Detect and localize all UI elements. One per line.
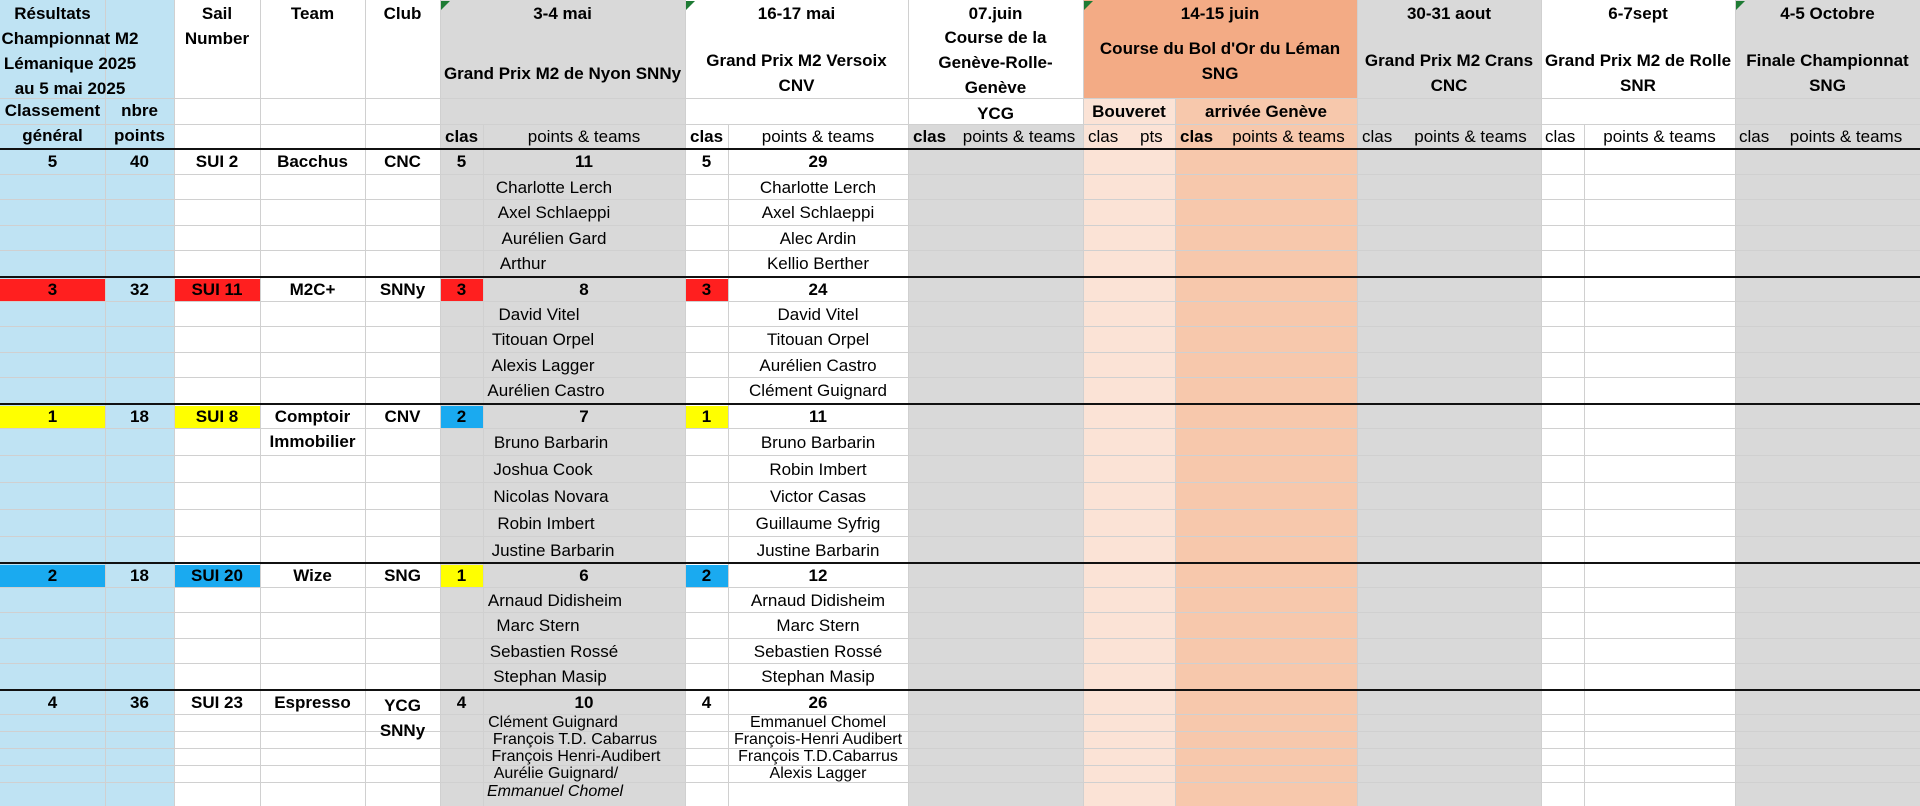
versoix-crew: David Vitel (777, 305, 859, 324)
sail-label-1: Sail (201, 4, 233, 23)
genrolle-name-1: Course de la (944, 28, 1047, 47)
nyon-crew: Robin Imbert (497, 514, 595, 533)
group-separator (0, 276, 1920, 278)
versoix-crew: François T.D.Cabarrus (738, 748, 898, 765)
title-line-1: Résultats (14, 4, 91, 23)
team-points: 40 (130, 152, 149, 171)
versoix-crew: Guillaume Syfrig (755, 514, 881, 533)
group-separator (0, 148, 1920, 150)
versoix-crew: Alec Ardin (779, 229, 857, 248)
versoix-clas: 1 (701, 407, 712, 426)
team-club: CNC (384, 152, 421, 171)
versoix-clas-label: clas (690, 127, 724, 146)
team-name: Espresso (274, 693, 351, 712)
nyon-points-label: points & teams (527, 127, 641, 146)
team-sail: SUI 2 (195, 152, 239, 171)
team-rank: 2 (47, 566, 58, 585)
nyon-crew: Titouan Orpel (491, 330, 595, 349)
versoix-points-label: points & teams (761, 127, 875, 146)
crans-clas-label: clas (1362, 127, 1393, 146)
general-label: général (22, 126, 83, 145)
nyon-crew: Marc Stern (496, 616, 580, 635)
versoix-crew: Arnaud Didisheim (750, 591, 886, 610)
genrolle-panel (908, 124, 1083, 806)
versoix-clas: 4 (701, 693, 712, 712)
team-points: 18 (130, 566, 149, 585)
nyon-crew: Alexis Lagger (491, 356, 595, 375)
crans-name-2: CNC (1430, 76, 1468, 95)
nyon-name: Grand Prix M2 de Nyon SNNy (443, 64, 682, 83)
bolor-bouveret-label: Bouveret (1092, 102, 1166, 121)
title-line-4: au 5 mai 2025 (14, 79, 126, 98)
nyon-crew: Aurélie Guignard/ (493, 765, 619, 782)
group-separator (0, 689, 1920, 691)
nyon-crew: Charlotte Lerch (495, 178, 613, 197)
title-line-2: Championnat M2 (1, 29, 139, 48)
versoix-crew: Kellio Berther (766, 254, 870, 273)
genrolle-points-label: points & teams (962, 127, 1076, 146)
finale-date: 4-5 Octobre (1780, 4, 1875, 23)
nyon-clas: 1 (456, 566, 467, 585)
nyon-crew: François Henri-Audibert (491, 748, 661, 765)
versoix-pts: 26 (808, 693, 828, 712)
versoix-clas: 2 (701, 566, 712, 585)
team-points: 18 (130, 407, 149, 426)
rolle-points-label: points & teams (1603, 127, 1716, 146)
versoix-crew: Emmanuel Chomel (749, 714, 887, 731)
team-club-1: YCG (384, 696, 421, 715)
nyon-crew: Joshua Cook (493, 460, 593, 479)
versoix-crew: Titouan Orpel (766, 330, 870, 349)
nyon-crew: Arnaud Didisheim (487, 591, 623, 610)
genrolle-clas-label: clas (913, 127, 947, 146)
nyon-clas: 5 (456, 152, 467, 171)
nyon-crew: Arthur (499, 254, 547, 273)
team-rank: 3 (47, 280, 58, 299)
club-label: Club (383, 4, 422, 23)
versoix-name-1: Grand Prix M2 Versoix (706, 51, 887, 70)
team-points: 32 (130, 280, 149, 299)
bolor-clas-c-label: clas (1180, 127, 1214, 146)
crans-name-1: Grand Prix M2 Crans (1364, 51, 1534, 70)
rolle-name-2: SNR (1620, 76, 1656, 95)
versoix-pts: 24 (808, 280, 828, 299)
genrolle-name-2: Genève-Rolle- (938, 53, 1053, 72)
versoix-crew: Stephan Masip (761, 667, 875, 686)
nyon-clas: 3 (456, 280, 467, 299)
versoix-crew: Marc Stern (776, 616, 860, 635)
versoix-crew: Alexis Lagger (769, 765, 867, 782)
nyon-crew: Aurélien Gard (501, 229, 607, 248)
bolor-clas-a-label: clas (1088, 127, 1119, 146)
versoix-crew: Clément Guignard (749, 381, 887, 400)
bolor-geneve-label: arrivée Genève (1205, 102, 1327, 121)
sail-label-2: Number (184, 29, 250, 48)
nyon-crew: Justine Barbarin (491, 541, 615, 560)
team-sail: SUI 11 (191, 280, 243, 299)
team-label: Team (290, 4, 335, 23)
team-club: SNG (384, 566, 421, 585)
versoix-crew: Axel Schlaeppi (761, 203, 875, 222)
team-club: CNV (384, 407, 421, 426)
team-club: SNNy (379, 280, 426, 299)
team-points: 36 (130, 693, 149, 712)
nyon-pts: 11 (575, 152, 593, 171)
versoix-crew: Bruno Barbarin (760, 433, 876, 452)
finale-clas-label: clas (1739, 127, 1770, 146)
classement-label: Classement (4, 101, 101, 120)
nyon-clas: 2 (456, 407, 467, 426)
team-name-1: Comptoir (274, 407, 351, 426)
team-name: Wize (293, 566, 332, 585)
bolor-pts-label: pts (1140, 127, 1163, 146)
nyon-crew: Nicolas Novara (493, 487, 609, 506)
versoix-clas: 5 (701, 152, 712, 171)
nyon-clas: 4 (456, 693, 467, 712)
team-name-2: Immobilier (269, 432, 356, 451)
nyon-crew: Stephan Masip (493, 667, 607, 686)
versoix-date: 16-17 mai (757, 4, 836, 23)
bolor-name-1: Course du Bol d'Or du Léman (1099, 39, 1341, 58)
versoix-crew: Sebastien Rossé (753, 642, 883, 661)
versoix-crew: Robin Imbert (769, 460, 867, 479)
nyon-crew: Bruno Barbarin (493, 433, 609, 452)
bolor-name-2: SNG (1201, 64, 1239, 83)
crans-points-label: points & teams (1414, 127, 1527, 146)
nyon-crew: Sebastien Rossé (489, 642, 619, 661)
nbre-label: nbre (121, 101, 158, 120)
versoix-clas: 3 (701, 280, 712, 299)
bolor-points-label: points & teams (1232, 127, 1345, 146)
group-separator (0, 562, 1920, 564)
bolor-bouveret-panel (1083, 98, 1175, 806)
versoix-crew: Charlotte Lerch (759, 178, 877, 197)
team-name: Bacchus (277, 152, 348, 171)
nyon-crew: Emmanuel Chomel (486, 783, 624, 800)
team-sail: SUI 8 (195, 407, 239, 426)
team-name: M2C+ (289, 280, 336, 299)
team-club-2: SNNy (379, 721, 426, 740)
rolle-date: 6-7sept (1608, 4, 1668, 23)
crans-date: 30-31 aout (1406, 4, 1492, 23)
nyon-crew: Aurélien Castro (487, 381, 605, 400)
team-rank: 4 (47, 693, 58, 712)
finale-name-2: SNG (1809, 76, 1846, 95)
rolle-clas-label: clas (1545, 127, 1576, 146)
versoix-pts: 11 (809, 407, 827, 426)
rolle-name-1: Grand Prix M2 de Rolle (1544, 51, 1732, 70)
team-sail: SUI 20 (191, 566, 243, 585)
versoix-pts: 12 (808, 566, 828, 585)
nyon-pts: 8 (579, 280, 589, 299)
nyon-crew: David Vitel (498, 305, 580, 324)
finale-points-label: points & teams (1789, 127, 1903, 146)
versoix-crew: Victor Casas (769, 487, 867, 506)
nyon-crew: Axel Schlaeppi (497, 203, 611, 222)
nyon-date: 3-4 mai (533, 4, 592, 23)
nyon-crew: Clément Guignard (488, 714, 618, 731)
title-line-3: Lémanique 2025 (3, 54, 137, 73)
team-rank: 1 (47, 407, 58, 426)
versoix-crew: Aurélien Castro (759, 356, 877, 375)
team-sail: SUI 23 (191, 693, 243, 712)
versoix-name-2: CNV (778, 76, 815, 95)
versoix-crew: Justine Barbarin (756, 541, 880, 560)
versoix-crew: François-Henri Audibert (733, 731, 903, 748)
nyon-pts: 7 (579, 407, 589, 426)
nyon-pts: 10 (574, 693, 594, 712)
genrolle-name-4: YCG (977, 104, 1014, 123)
team-rank: 5 (47, 152, 58, 171)
genrolle-name-3: Genève (964, 78, 1027, 97)
group-separator (0, 403, 1920, 405)
genrolle-date: 07.juin (968, 4, 1023, 23)
nyon-clas-label: clas (445, 127, 479, 146)
bolor-geneve-panel (1175, 98, 1357, 806)
bolor-date: 14-15 juin (1180, 4, 1260, 23)
finale-name-1: Finale Championnat (1746, 51, 1909, 70)
nyon-crew: François T.D. Cabarrus (492, 731, 658, 748)
points-label: points (114, 126, 165, 145)
versoix-pts: 29 (808, 152, 828, 171)
nyon-pts: 6 (579, 566, 589, 585)
